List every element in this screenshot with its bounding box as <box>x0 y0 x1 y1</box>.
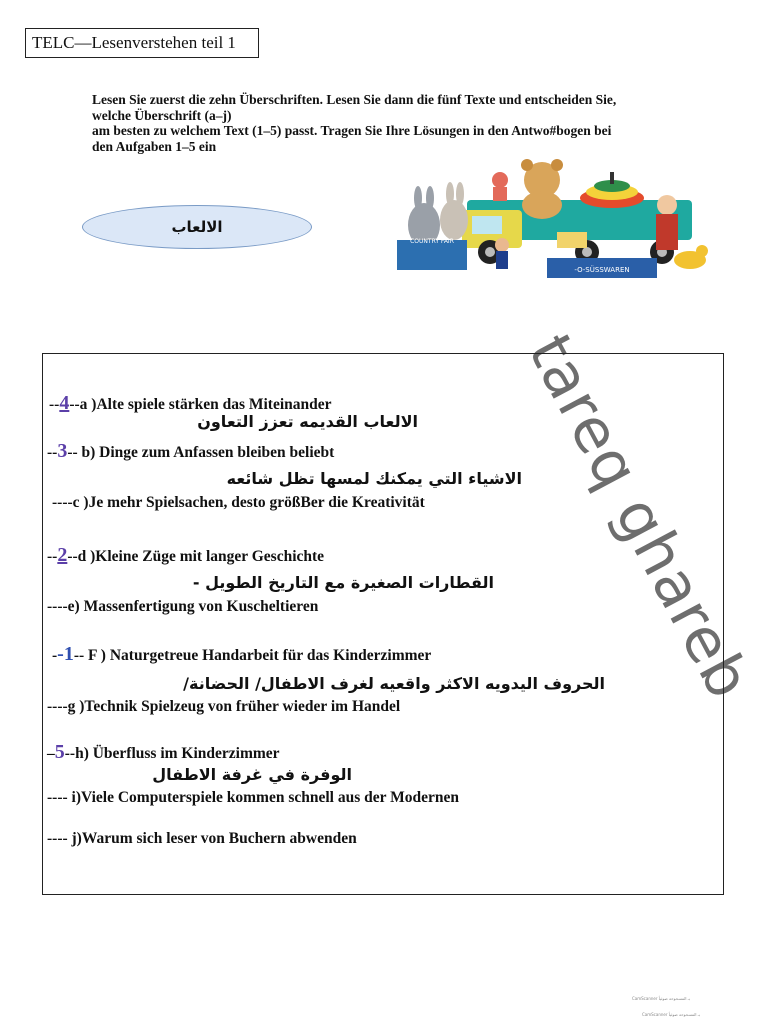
item-h-arabic: الوفرة في غرفة الاطفال <box>152 765 352 784</box>
item-j: ---- j)Warum sich leser von Buchern abwenden <box>47 830 357 847</box>
instruction-line: am besten zu welchem Text (1–5) passt. Tragen Sie Ihre Lösungen in den Antwo#bogen bei <box>92 123 612 138</box>
item-text: --a )Alte spiele stärken das Miteinander <box>69 396 332 413</box>
watermark: tareq ghareb <box>514 323 765 711</box>
item-b-arabic: الاشياء التي يمكنك لمسها تظل شائعه <box>226 469 522 488</box>
scanner-note: CamScanner بـ المسحوحة ضوئياً <box>642 1012 701 1017</box>
item-d <box>47 544 324 567</box>
item-g: ----g )Technik Spielzeug von früher wieder im Handel <box>47 698 401 715</box>
instruction-line: Lesen Sie zuerst die zehn Überschriften. Lesen Sie dann die fünf Texte und entscheiden Sie, <box>92 92 617 107</box>
worksheet-title: TELC—Lesenverstehen teil 1 <box>25 28 259 58</box>
item-prefix: -- <box>47 444 58 461</box>
item-prefix: -- <box>47 548 58 565</box>
instruction-line: den Aufgaben 1–5 ein <box>92 138 217 154</box>
answer-box <box>42 353 724 895</box>
answer-number: 3 <box>57 440 68 462</box>
instruction-line: welche Überschrift (a–j) <box>92 107 232 123</box>
item-d-arabic: القطارات الصغيرة مع التاريخ الطويل - <box>192 573 494 592</box>
item-i: ---- i)Viele Computerspiele kommen schnell aus der Modernen <box>47 789 459 806</box>
item-f <box>52 643 431 666</box>
truck-label: COUNTRY FAIR <box>410 238 454 245</box>
item-f-arabic: الحروف اليدويه الاكثر واقعيه لغرف الاطفال/ الحضانة/ <box>183 674 605 693</box>
item-prefix: – <box>47 745 55 762</box>
item-prefix: -- <box>49 396 60 413</box>
answer-number: 4 <box>59 392 70 414</box>
toy-doll <box>657 195 677 215</box>
toys-image <box>372 150 724 286</box>
sweets-label: -O-SÜSSWAREN <box>574 266 630 274</box>
item-prefix: - <box>52 647 58 664</box>
item-e: ----e) Massenfertigung von Kuscheltieren <box>47 598 319 615</box>
answer-number: 5 <box>54 741 65 763</box>
item-text: --d )Kleine Züge mit langer Geschichte <box>67 548 325 565</box>
item-text: --h) Überfluss im Kinderzimmer <box>64 745 280 762</box>
item-b <box>47 440 334 463</box>
item-text: -- b) Dinge zum Anfassen bleiben beliebt <box>67 444 335 461</box>
answer-number: 2 <box>57 544 68 566</box>
item-a-arabic: الالعاب القديمه تعزز التعاون <box>197 412 418 431</box>
answer-number: -1 <box>57 643 74 665</box>
topic-oval: الالعاب <box>82 205 312 249</box>
item-text: -- F ) Naturgetreue Handarbeit für das Kinderzimmer <box>73 647 432 664</box>
scanner-note: CamScanner بـ المسحوحة ضوئياً <box>632 996 691 1001</box>
item-h <box>47 741 280 764</box>
instructions-text <box>92 92 682 154</box>
item-c: ----c )Je mehr Spielsachen, desto größBer die Kreativität <box>52 494 425 511</box>
